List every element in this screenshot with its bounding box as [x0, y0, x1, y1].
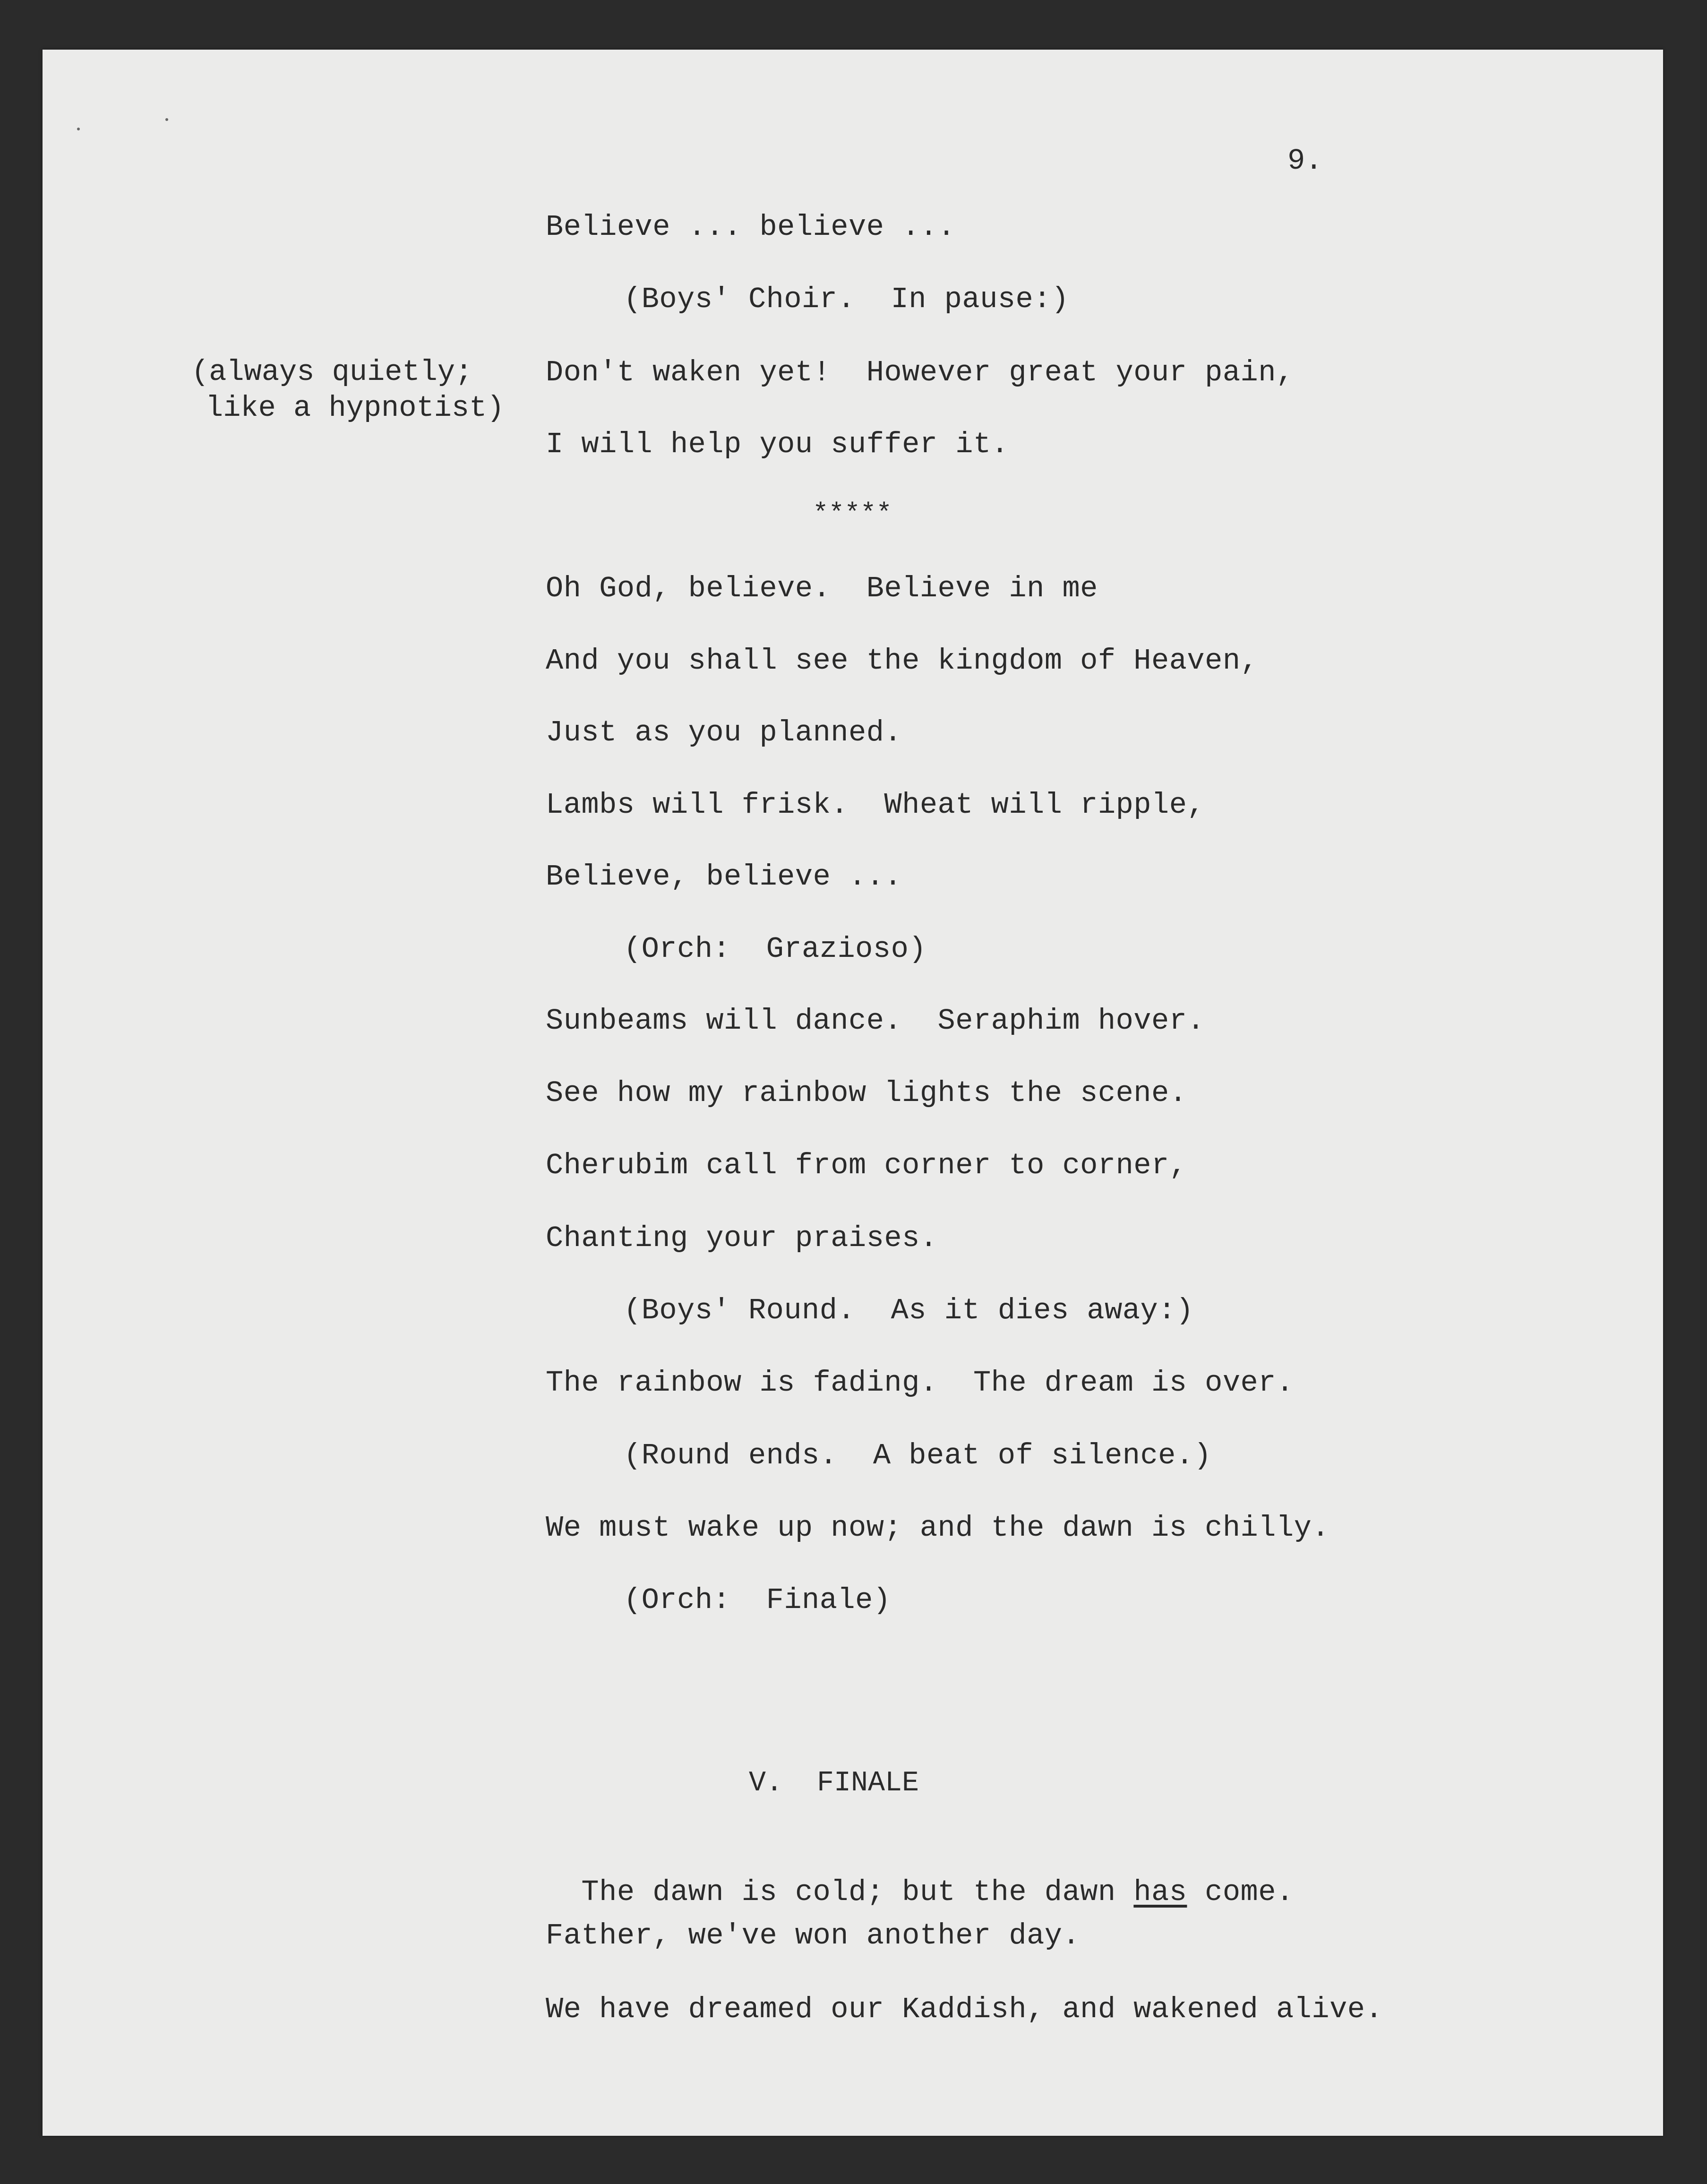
- section-break-stars: *****: [813, 499, 892, 529]
- stage-direction: (Boys' Choir. In pause:): [624, 283, 1069, 316]
- script-line: [546, 1849, 1294, 1907]
- paper-speck: [77, 128, 80, 130]
- script-line: Sunbeams will dance. Seraphim hover.: [546, 1004, 1205, 1038]
- underlined-word: has: [1133, 1875, 1187, 1909]
- script-line: The rainbow is fading. The dream is over.: [546, 1366, 1294, 1400]
- stage-direction: (Orch: Finale): [624, 1583, 891, 1617]
- script-line: We must wake up now; and the dawn is chilly.: [546, 1511, 1330, 1545]
- stage-direction: (Boys' Round. As it dies away:): [624, 1294, 1194, 1327]
- script-line: Lambs will frisk. Wheat will ripple,: [546, 788, 1205, 822]
- stage-direction: (Round ends. A beat of silence.): [624, 1439, 1212, 1472]
- stage-direction: (Orch: Grazioso): [624, 932, 927, 966]
- side-note: [0, 354, 505, 462]
- script-line: I will help you suffer it.: [546, 428, 1009, 461]
- text-segment: come.: [1187, 1875, 1294, 1909]
- script-line: Oh God, believe. Believe in me: [546, 572, 1098, 605]
- side-note-line: like a hypnotist): [206, 391, 505, 425]
- script-line: Father, we've won another day.: [546, 1919, 1081, 1952]
- script-line: Just as you planned.: [546, 716, 902, 749]
- script-line: We have dreamed our Kaddish, and wakened alive.: [546, 1993, 1383, 2026]
- side-note-line: (always quietly;: [191, 355, 473, 389]
- script-line: And you shall see the kingdom of Heaven,: [546, 644, 1259, 678]
- section-heading: V. FINALE: [749, 1767, 919, 1799]
- script-line: Cherubim call from corner to corner,: [546, 1149, 1187, 1182]
- script-line: See how my rainbow lights the scene.: [546, 1076, 1187, 1110]
- paper-speck: [165, 118, 168, 121]
- script-line: Chanting your praises.: [546, 1221, 938, 1255]
- script-line: Believe ... believe ...: [546, 210, 956, 244]
- page-number: 9.: [1287, 144, 1323, 178]
- script-line: Believe, believe ...: [546, 860, 902, 894]
- script-line: Don't waken yet! However great your pain,: [546, 356, 1294, 389]
- text-segment: The dawn is cold; but the dawn: [581, 1875, 1134, 1909]
